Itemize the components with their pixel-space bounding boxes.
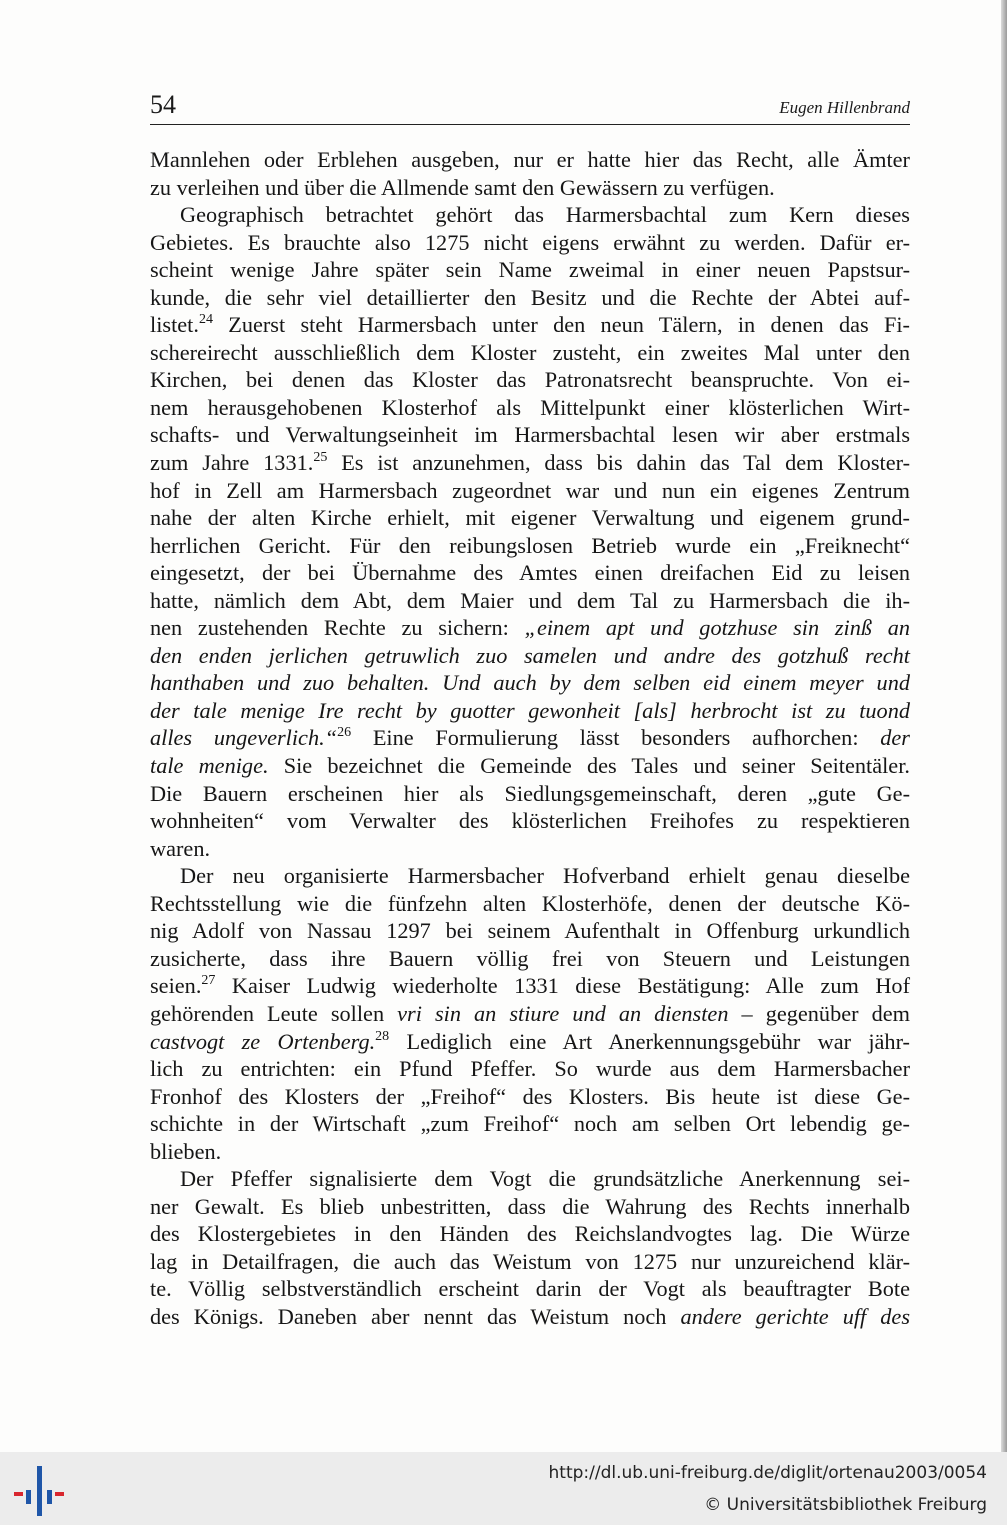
text-segment: Sie bezeichnet die Gemeinde des Tales und seiner Seitentäler. [268, 753, 910, 779]
text-segment: kunde, die sehr viel detaillierter den Besitz und die Rechte der Abtei auf- [150, 284, 910, 310]
text-segment: Es ist anzunehmen, dass bis dahin das Tal dem Kloster- [327, 450, 910, 476]
text-line [150, 449, 910, 477]
text-line [150, 1110, 910, 1138]
italic-quote: alles ungeverlich.“ [150, 725, 338, 751]
text-segment: nem herausgehobenen Klosterhof als Mittelpunkt einer klösterlichen Wirt- [150, 394, 910, 420]
footnote-marker: 27 [201, 973, 216, 989]
italic-quote: tale menige. [150, 753, 269, 779]
text-line [150, 1028, 910, 1056]
text-segment: lag in Detailfragen, die auch das Weistum von 1275 nur unzureichend klär- [150, 1248, 910, 1274]
text-segment: hatte, nämlich dem Abt, dem Maier und dem Tal zu Harmersbach die ih- [150, 587, 910, 613]
text-segment: Mannlehen oder Erblehen ausgeben, nur er hatte hier das Recht, alle Ämter [150, 147, 910, 172]
text-segment: zusicherte, dass ihre Bauern völlig frei von Steuern und Leistungen [150, 945, 910, 971]
text-segment: seien. [150, 973, 202, 999]
text-segment: listet. [150, 312, 199, 338]
text-line [150, 394, 910, 422]
text-line [150, 724, 910, 752]
text-segment: lich zu entrichten: ein Pfund Pfeffer. So wurde aus dem Harmersbacher [150, 1056, 910, 1082]
text-line [150, 669, 910, 697]
footer-bar [0, 1452, 1007, 1525]
text-segment: zum Jahre 1331. [150, 450, 314, 476]
text-line [150, 366, 910, 394]
text-segment: Geographisch betrachtet gehört das Harmersbachtal zum Kern dieses [180, 202, 910, 228]
page-edge-shadow [1001, 0, 1007, 1452]
text-line [150, 945, 910, 973]
text-line [150, 421, 910, 449]
running-head-author: Eugen Hillenbrand [779, 98, 910, 117]
text-line [150, 532, 910, 560]
italic-quote: castvogt ze Ortenberg. [150, 1028, 376, 1054]
text-line [150, 1220, 910, 1248]
text-segment: Rechtsstellung wie die fünfzehn alten Klosterhöfe, denen der deutsche Kö- [150, 890, 910, 916]
text-segment: nahe der alten Kirche erhielt, mit eigener Verwaltung und eigenem grund- [150, 505, 910, 531]
text-line [150, 917, 910, 945]
text-line [150, 1055, 910, 1083]
text-line [150, 890, 910, 918]
text-line [150, 1165, 910, 1193]
text-line [150, 229, 910, 257]
footer-url-link[interactable]: http://dl.ub.uni-freiburg.de/diglit/ortenau2003/0054 [548, 1463, 987, 1483]
text-segment: schichte in der Wirtschaft „zum Freihof“ noch am selben Ort lebendig ge- [150, 1111, 910, 1137]
text-segment: gehörenden Leute sollen [150, 1000, 398, 1026]
text-segment: herrlichen Gericht. Für den reibungslosen Betrieb wurde ein „Freiknecht“ [150, 532, 910, 558]
text-line [150, 697, 910, 725]
text-segment: Zuerst steht Harmersbach unter den neun Tälern, in denen das Fi- [212, 312, 910, 338]
text-line [150, 1248, 910, 1276]
italic-quote: andere gerichte uff des [680, 1303, 910, 1329]
footnote-marker: 24 [198, 312, 213, 328]
text-segment: Kaiser Ludwig wiederholte 1331 diese Bestätigung: Alle zum Hof [215, 973, 910, 999]
running-head [150, 90, 910, 125]
italic-quote: „einem apt und gotzhuse sin zinß an [524, 615, 911, 641]
text-segment: Eine Formulierung lässt besonders aufhorchen: [351, 725, 881, 751]
text-line [150, 1000, 910, 1028]
text-segment: Kirchen, bei denen das Kloster das Patronatsrecht beanspruchte. Von ei- [150, 367, 910, 393]
footnote-marker: 26 [337, 725, 352, 741]
text-segment: schafts- und Verwaltungseinheit im Harmersbachtal lesen wir aber erstmals [150, 422, 910, 448]
text-line [150, 752, 910, 780]
text-segment: Der neu organisierte Harmersbacher Hofverband erhielt genau dieselbe [180, 863, 910, 889]
footer-copyright: © Universitätsbibliothek Freiburg [704, 1495, 987, 1515]
text-line [150, 807, 910, 835]
text-line [150, 284, 910, 312]
text-line [150, 339, 910, 367]
text-segment: Fronhof des Klosters der „Freihof“ des Klosters. Bis heute ist diese Ge- [150, 1083, 910, 1109]
text-segment: Gebietes. Es brauchte also 1275 nicht eigens erwähnt zu werden. Dafür er- [150, 229, 910, 255]
footnote-marker: 25 [313, 450, 328, 466]
text-segment: des Königs. Daneben aber nennt das Weistum noch [150, 1303, 681, 1329]
text-line [150, 174, 910, 202]
italic-quote: der tale menige Ire recht by guotter gewonheit [als] herbrocht ist zu tuond [150, 697, 910, 723]
text-line [150, 146, 910, 174]
text-line [150, 835, 910, 863]
italic-quote: den enden jerlichen getruwlich zuo samelen und andre des gotzhuß recht [150, 642, 910, 668]
text-line [150, 780, 910, 808]
text-line [150, 311, 910, 339]
text-segment: des Klostergebietes in den Händen des Reichslandvogtes lag. Die Würze [150, 1221, 910, 1247]
text-segment: nig Adolf von Nassau 1297 bei seinem Aufenthalt in Offenburg urkundlich [150, 918, 910, 944]
text-segment: wohnheiten“ vom Verwalter des klösterlichen Freihofes zu respektieren [150, 808, 910, 834]
text-line [150, 862, 910, 890]
text-line [150, 1193, 910, 1221]
text-segment: scheint wenige Jahre später sein Name zweimal in einer neuen Papstsur- [150, 257, 910, 283]
italic-quote: hanthaben und zuo behalten. Und auch by dem selben eid einem meyer und [150, 670, 910, 696]
footnote-marker: 28 [375, 1028, 390, 1044]
text-line [150, 256, 910, 284]
text-line [150, 477, 910, 505]
text-segment: zu verleihen und über die Allmende samt den Gewässern zu verfügen. [150, 174, 775, 200]
text-line [150, 1275, 910, 1303]
text-segment: schereirecht ausschließlich dem Kloster zusteht, ein zweites Mal unter den [150, 339, 910, 365]
text-line [150, 614, 910, 642]
text-segment: Lediglich eine Art Anerkennungsgebühr war jähr- [389, 1028, 910, 1054]
text-segment: – gegenüber dem [728, 1000, 910, 1026]
text-line [150, 1138, 910, 1166]
text-line [150, 972, 910, 1000]
page-number: 54 [150, 90, 176, 119]
text-segment: waren. [150, 835, 211, 861]
text-segment: te. Völlig selbstverständlich erscheint darin der Vogt als beauftragter Bote [150, 1276, 910, 1302]
text-segment: blieben. [150, 1138, 222, 1164]
text-segment: nen zustehenden Rechte zu sichern: [150, 615, 525, 641]
body-text [150, 146, 910, 1331]
text-line [150, 201, 910, 229]
text-segment: eingesetzt, der bei Übernahme des Amtes einen dreifachen Eid zu leisen [150, 560, 910, 586]
italic-quote: der [880, 725, 910, 751]
text-segment: Der Pfeffer signalisierte dem Vogt die grundsätzliche Anerkennung sei- [180, 1166, 910, 1192]
text-segment: hof in Zell am Harmersbach zugeordnet war und nun ein eigenes Zentrum [150, 477, 910, 503]
digital-library-logo-icon [14, 1462, 64, 1518]
text-line [150, 1303, 910, 1331]
text-line [150, 504, 910, 532]
text-line [150, 559, 910, 587]
text-line [150, 587, 910, 615]
text-segment: ner Gewalt. Es blieb unbestritten, dass die Wahrung des Rechts innerhalb [150, 1193, 910, 1219]
text-line [150, 1083, 910, 1111]
text-segment: Die Bauern erscheinen hier als Siedlungsgemeinschaft, deren „gute Ge- [150, 780, 910, 806]
italic-quote: vri sin an stiure und an diensten [397, 1000, 729, 1026]
text-line [150, 642, 910, 670]
